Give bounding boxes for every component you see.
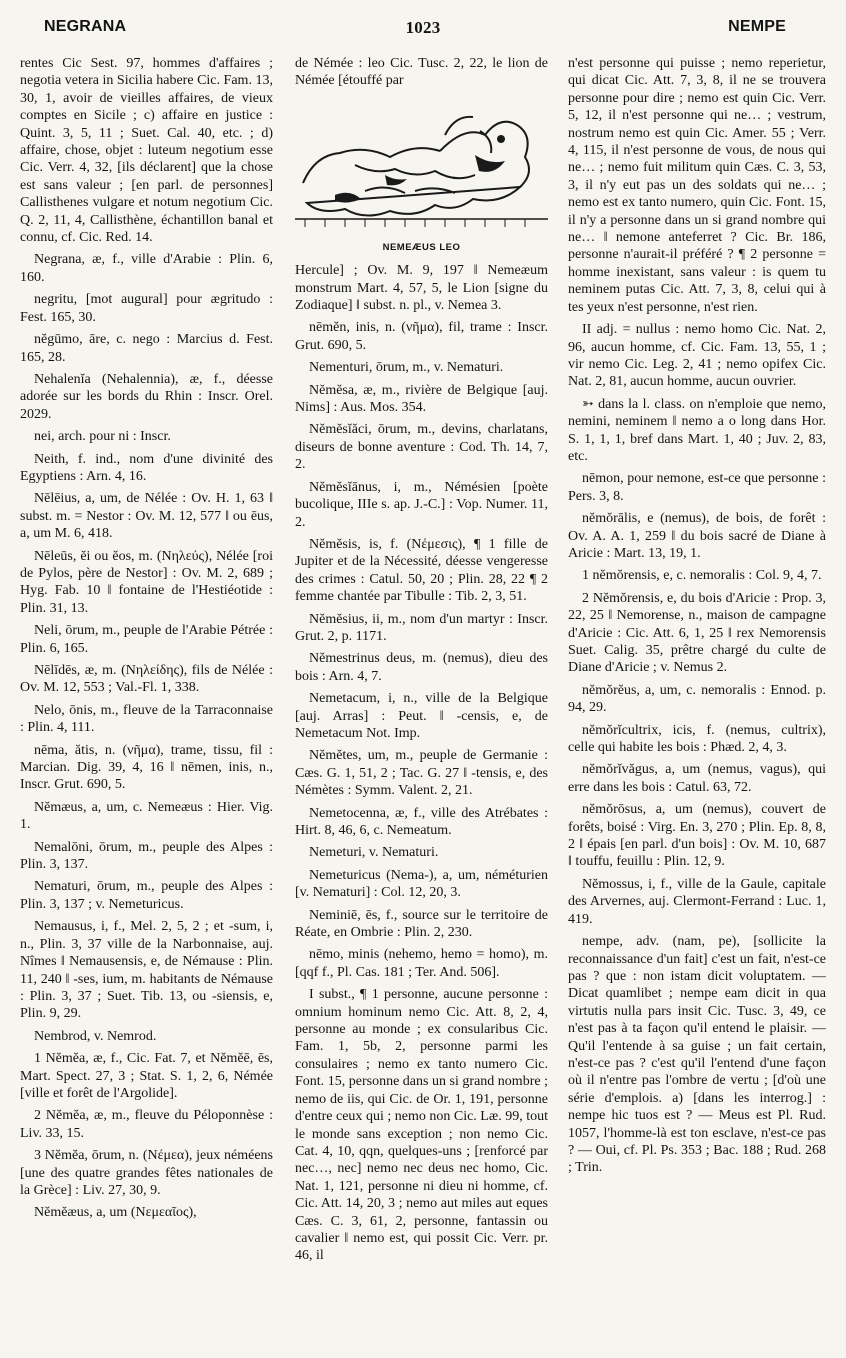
dictionary-entry: nĕgūmo, āre, c. nego : Marcius d. Fest. 165, 28. [20,332,273,365]
dictionary-entry: Hercule] ; Ov. M. 9, 197 ‖ Nemeæum monstrum Mart. 4, 57, 5, le Lion [signe du Zodiaque] ‖ subst. n. pl., v. Nemea 3. [295,263,548,314]
dictionary-entry: Nematuri, ōrum, m., peuple des Alpes : Plin. 3, 137 ; v. Nemeturicus. [20,879,273,912]
dictionary-entry: Nēlīdēs, æ, m. (Νηλείδης), fils de Nélée : Ov. M. 12, 553 ; Val.-Fl. 1, 338. [20,663,273,696]
dictionary-entry: 3 Nĕmĕa, ōrum, n. (Νέμεα), jeux néméens [une des quatre grandes fêtes nationales de la Grèce] : Liv. 27, 30, 9. [20,1148,273,1198]
dictionary-entry: Nĕmĕsa, æ, m., rivière de Belgique [auj. Nims] : Aus. Mos. 354. [295,382,548,416]
hercules-lion-illustration [295,95,548,235]
dictionary-entry: II adj. = nullus : nemo homo Cic. Nat. 2, 96, aucun homme, cf. Cic. Fam. 13, 55, 1 ; vir nemo Cic. Leg. 2, 41 ; nemo opifex Cic. Nat. 2, 81, aucun homme, aucun ouvrier. [568,322,826,390]
dictionary-entry: Nembrod, v. Nemrod. [34,1028,157,1044]
nemean-lion-figure [295,95,548,256]
dictionary-entry: 2 Nĕmĕa, æ, m., fleuve du Péloponnèse : Liv. 33, 15. [20,1108,273,1141]
dictionary-entry: Neminiē, ēs, f., source sur le territoire de Réate, en Ombrie : Plin. 2, 230. [295,907,548,941]
dictionary-entry: Negrana, æ, f., ville d'Arabie : Plin. 6, 160. [20,252,273,285]
dictionary-entry: nēmo, minis (nehemo, hemo = homo), m. [qqf f., Pl. Cas. 181 ; Ter. And. 506]. [295,947,548,980]
dictionary-entry: n'est personne qui puisse ; nemo reperietur, qui dicat Cic. Att. 7, 3, 8, il ne se trouvera personne pour dire ; nemo est quin Cic. Verr. 5, 12, il n'est personne qui ne… ; vestrum, nostrum nemo est quin Cic. Amer. 55 ; Verr. 4, 115, il n'est personne de vous, de nous qui ne… ; nemo fuit militum quin Cæs. C. 3, 53, 3, il n'y eut pas un des soldats qui ne… ; nemo est ex tanto numero, quin Cic. Font. 15, il n'y a personne dans un si grand nombre qui ne… ‖ nemone anteferret ? Cic. Br. 186, personne n'aurait-il préféré ? ¶ 2 personne = homme inexistant, sans valeur : is quem tu neminem putas Cic. Att. 7, 3, 8, celui qui à tes yeux n'est personne, n'est rien. [568,56,826,315]
dictionary-entry: negritu, [mot augural] pour ægritudo : Fest. 165, 30. [20,292,273,325]
dictionary-entry: nĕmŏrĭcultrix, icis, f. (nemus, cultrix), celle qui habite les bois : Phæd. 2, 4, 3. [568,722,826,756]
dictionary-entry: Nĕmĕsĭăci, ōrum, m., devins, charlatans, diseurs de bonne aventure : Cod. Th. 14, 7, 2. [295,422,548,473]
dictionary-entry: nei, arch. pour ni : Inscr. [34,429,171,445]
dictionary-entry: Neith, f. ind., nom d'une divinité des Egyptiens : Arn. 4, 16. [20,451,273,484]
dictionary-entry: Nehalenĭa (Nehalennia), æ, f., déesse adorée sur les bords du Rhin : Inscr. Orel. 2029. [20,371,273,422]
dictionary-entry: nēmĕn, inis, n. (νῆμα), fil, trame : Inscr. Grut. 690, 5. [295,320,548,353]
header-left-guide-word: NEGRANA [44,18,127,35]
figure-caption: NEMEÆUS LEO [382,241,461,253]
page-number: 1023 [405,18,441,37]
dictionary-entry: Nelo, ōnis, m., fleuve de la Tarraconnaise : Plin. 4, 111. [20,702,273,736]
dictionary-entry: Nēleūs, ĕi ou ĕos, m. (Νηλεύς), Nélée [roi de Pylos, père de Nestor] : Ov. M. 2, 689 ; Hyg. Fab. 10 ‖ fontaine de l'Hestiéotide : Plin. 31, 13. [20,548,273,616]
dictionary-entry: Nĕmestrinus deus, m. (nemus), dieu des bois : Arn. 4, 7. [295,651,548,684]
dictionary-entry: rentes Cic Sest. 97, hommes d'affaires ; negotia vetera in Sicilia habere Cic. Fam. 13, 30, 1, avoir de vieilles affaires, de vieux comptes en Sicile ; c) affaire en justice : Quint. 3, 5, 11 ; Suet. Cal. 40, etc. ; d) affaire, chose, objet : luteum negotium esse Cic. Verr. 4, 32, [ils déclarent] que la chose est sans valeur ; [en parl. de personnes] Callisthenes vulgare et notum negotium Cic. Q. 2, 11, 4, Callisthène, échantillon banal et connu, cf. Cic. Red. 14. [20,56,273,246]
dictionary-entry: Neli, ōrum, m., peuple de l'Arabie Pétrée : Plin. 6, 165. [20,623,273,656]
dictionary-entry: nēmon, pour nemone, est-ce que personne : Pers. 3, 8. [568,471,826,504]
dictionary-entry: Nĕmĕæus, a, um (Νεμεαῖος), [34,1205,197,1221]
dictionary-entry: 1 Nĕmĕa, æ, f., Cic. Fat. 7, et Nĕmĕē, ēs, Mart. Spect. 27, 3 ; Stat. S. 1, 2, 6, Némée [ville et forêt de l'Argolide]. [20,1051,273,1101]
dictionary-entry: Nemalōni, ōrum, m., peuple des Alpes : Plin. 3, 137. [20,839,273,873]
column-right [568,55,826,1350]
dictionary-entry: ➳ dans la l. class. on n'emploie que nemo, nemini, neminem ‖ nemo a o long dans Hor. S. 1, 1, 1, bref dans Mart. 1, 40 ; Juv. 2, 83, etc. [568,396,826,464]
dictionary-entry: de Némée : leo Cic. Tusc. 2, 22, le lion de Némée [étouffé par [295,56,548,89]
dictionary-entry: Nĕmĕsis, is, f. (Νέμεσις), ¶ 1 fille de Jupiter et de la Nécessité, déesse vengeresse des crimes : Catul. 50, 20 ; Plin. 28, 22 ¶ 2 femme chantée par Tibulle : Tib. 2, 3, 51. [295,536,548,605]
dictionary-entry: nĕmŏrālis, e (nemus), de bois, de forêt : Ov. A. A. 1, 259 ‖ du bois sacré de Diane à Aricie : Mart. 13, 19, 1. [568,511,826,561]
dictionary-entry: Nemeturicus (Nema-), a, um, néméturien [v. Nematuri] : Col. 12, 20, 3. [295,867,548,901]
dictionary-entry: nĕmŏrōsus, a, um (nemus), couvert de forêts, boisé : Virg. En. 3, 270 ; Plin. Ep. 8, 8, 2 ‖ épais [en parl. d'un bois] : Ov. M. 10, 687 ‖ touffu, feuillu : Plin. 12, 9. [568,802,826,870]
dictionary-entry: nĕmŏrĭvăgus, a, um (nemus, vagus), qui erre dans les bois : Catul. 63, 72. [568,762,826,795]
column-left [20,55,273,1350]
dictionary-entry: Nēlēius, a, um, de Nélée : Ov. H. 1, 63 ‖ subst. m. = Nestor : Ov. M. 12, 577 ‖ ou ēus, a, um M. 6, 418. [20,491,273,542]
dictionary-entry: Nĕmĕsius, ii, m., nom d'un martyr : Inscr. Grut. 2, p. 1171. [295,611,548,644]
dictionary-entry: nĕmŏrĕus, a, um, c. nemoralis : Ennod. p. 94, 29. [568,682,826,716]
dictionary-entry: Nemetocenna, æ, f., ville des Atrébates : Hirt. 8, 46, 6, c. Nemeatum. [295,805,548,838]
dictionary-entry: Nemetacum, i, n., ville de la Belgique [auj. Arras] : Peut. ‖ -censis, e, de Nemetacum Not. Imp. [295,691,548,741]
dictionary-entry: Nemausus, i, f., Mel. 2, 5, 2 ; et -sum, i, n., Plin. 3, 37 ville de la Narbonnaise, auj. Nîmes ‖ Nemausensis, e, de Némause : Plin. 11, 240 ‖ -ses, ium, m. habitants de Némause : Plin. 3, 37 ; Suet. Tib. 13, ou -siensis, e, Plin. 9, 29. [20,919,273,1022]
dictionary-entry: Nĕmæus, a, um, c. Nemeæus : Hier. Vig. 1. [20,799,273,833]
dictionary-entry: 1 nĕmŏrensis, e, c. nemoralis : Col. 9, 4, 7. [582,568,822,584]
dictionary-entry: nempe, adv. (nam, pe), [sollicite la reconnaissance d'un fait] c'est un fait, n'est-ce pas ? que : non istam dicit voluptatem. — Dicat quamlibet ; nempe eam dicit in qua virtutis nulla pars insit Cic. Tusc. 3, 49, ce n'est pas à ta façon qu'il entend le plaisir. — Qu'il l'entende à sa guise ; un fait certain, n'est-ce pas ? c'est qu'il l'entend d'une façon où il n'entre pas l'ombre de vertu ; [d'où une série d'emplois. a) [dans les interrog.] : nempe hic tuos est ? — Meus est Pl. Rud. 1057, l'homme-là est ton esclave, n'est-ce pas ? — Oui, cf. Pl. Ps. 353 ; Bac. 188 ; Rud. 268 ; Trin. [568,934,826,1176]
dictionary-entry: Nementuri, ōrum, m., v. Nematuri. [309,360,504,376]
dictionary-entry: nēma, ătis, n. (νῆμα), trame, tissu, fil : Marcian. Dig. 39, 4, 16 ‖ nēmen, inis, n., Inscr. Grut. 690, 5. [20,742,273,793]
dictionary-entry: 2 Nĕmŏrensis, e, du bois d'Aricie : Prop. 3, 22, 25 ‖ Nemorense, n., maison de campagne d'Aricie : Cic. Att. 6, 1, 25 ‖ rex Nemorensis Suet. Calig. 35, prêtre chargé du culte de Diane d'Aricie ; v. Nemus 2. [568,590,826,676]
header-right-guide-word: NEMPE [728,18,786,35]
page-header [0,18,846,42]
dictionary-entry: I subst., ¶ 1 personne, aucune personne : omnium hominum nemo Cic. Att. 8, 2, 4, personne au monde ; ex consularibus Cic. Fam. 1, 5b, 2, personne parmi les consulaires ; nemo ex tanto numero Cic. Font. 15, personne dans un si grand nombre ; nemo de iis, qui Cic. de Or. 1, 191, personne d'entre ceux qui ; nemo non Cic. Læ. 99, tout le monde sans exception ; non nemo Cic. Cat. 4, 10, qqn, quelques-uns ; [renforcé par nec…, nec] nemo nec deus nec homo, Cic. Nat. 1, 121, personne ni dieu ni homme, cf. Cic. Att. 14, 20, 3 ; nemo aut miles aut eques Cæs. C. 3, 61, 2, personne, fantassin ou cavalier ‖ nemo est, qui possit Cic. Verr. pr. 46, il [295,987,548,1264]
dictionary-entry: Nĕmĕsĭānus, i, m., Némésien [poète bucolique, IIIe s. ap. J.-C.] : Vop. Numer. 11, 2. [295,479,548,530]
column-middle [295,55,548,1350]
dictionary-entry: Nĕmĕtes, um, m., peuple de Germanie : Cæs. G. 1, 51, 2 ; Tac. G. 27 ‖ -tensis, e, des Némètes : Symm. Valent. 2, 21. [295,748,548,799]
dictionary-entry: Nĕmossus, i, f., ville de la Gaule, capitale des Arvernes, auj. Clermont-Ferrand : Luc. 1, 419. [568,876,826,927]
dictionary-entry: Nemeturi, v. Nematuri. [309,845,439,861]
